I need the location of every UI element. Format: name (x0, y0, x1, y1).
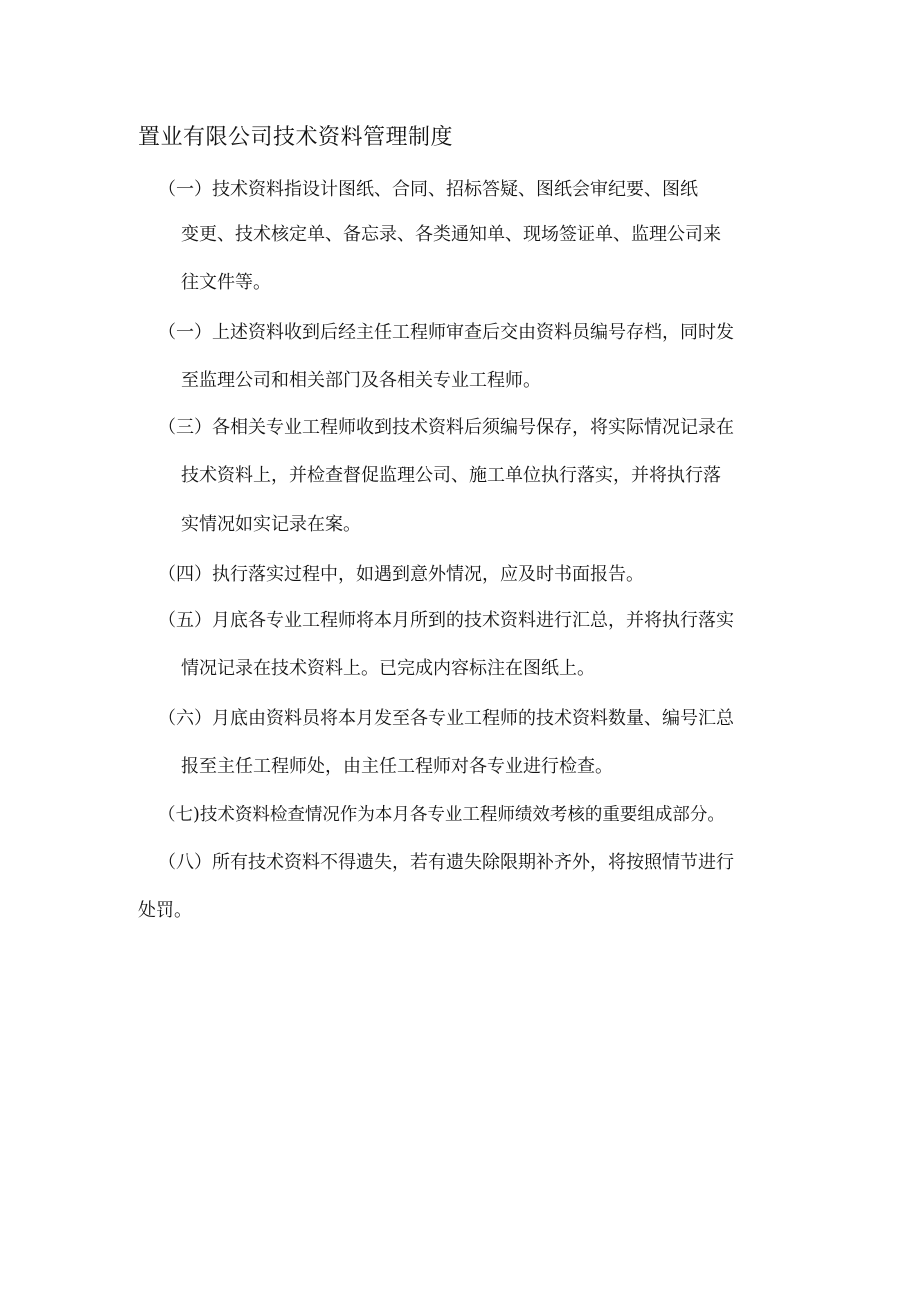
paragraph-4-line-1: （四）执行落实过程中，如遇到意外情况，应及时书面报告。 (158, 564, 644, 585)
paragraph-1-line-2: 变更、技术核定单、备忘录、各类通知单、现场签证单、监理公司来 (181, 224, 721, 245)
paragraph-3-line-1: （三）各相关专业工程师收到技术资料后须编号保存，将实际情况记录在 (158, 417, 734, 438)
paragraph-8-line-1: （八）所有技术资料不得遗失，若有遗失除限期补齐外，将按照情节进行 (158, 852, 734, 873)
paragraph-6-line-2: 报至主任工程师处，由主任工程师对各专业进行检查。 (181, 756, 613, 777)
document-title: 置业有限公司技术资料管理制度 (138, 125, 454, 150)
paragraph-1-line-3: 往文件等。 (181, 272, 271, 293)
paragraph-7-line-1: （七)技术资料检查情况作为本月各专业工程师绩效考核的重要组成部分。 (158, 805, 725, 825)
paragraph-6-line-1: （六）月底由资料员将本月发至各专业工程师的技术资料数量、编号汇总 (158, 708, 734, 729)
paragraph-3-line-3: 实情况如实记录在案。 (181, 514, 361, 535)
paragraph-2-line-2: 至监理公司和相关部门及各相关专业工程师。 (181, 370, 541, 391)
paragraph-5-line-1: （五）月底各专业工程师将本月所到的技术资料进行汇总，并将执行落实 (158, 610, 734, 631)
paragraph-5-line-2: 情况记录在技术资料上。已完成内容标注在图纸上。 (181, 658, 595, 679)
paragraph-1-line-1: （一）技术资料指设计图纸、合同、招标答疑、图纸会审纪要、图纸 (158, 179, 698, 200)
paragraph-8-line-2: 处罚。 (138, 900, 192, 921)
paragraph-2-line-1: （一）上述资料收到后经主任工程师审查后交由资料员编号存档，同时发 (158, 322, 734, 343)
paragraph-3-line-2: 技术资料上，并检查督促监理公司、施工单位执行落实，并将执行落 (181, 465, 721, 486)
